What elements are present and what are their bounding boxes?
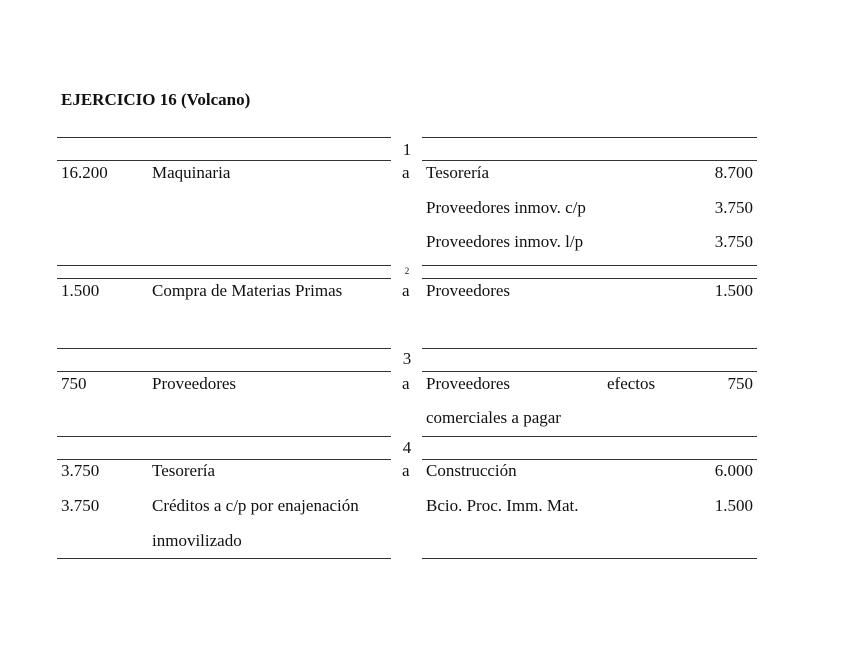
credit-amount: 8.700 <box>714 163 753 182</box>
separator-line <box>57 371 391 372</box>
separator-line <box>57 137 391 138</box>
credit-amount: 1.500 <box>714 496 753 515</box>
separator-line <box>422 459 757 460</box>
credit-amount: 750 <box>727 374 753 393</box>
credit-amount: 6.000 <box>714 461 753 480</box>
credit-account: Proveedores <box>426 281 511 300</box>
separator-line <box>57 348 391 349</box>
entry-number: 3 <box>402 349 412 368</box>
separator-line <box>422 436 757 437</box>
separator-line <box>422 348 757 349</box>
credit-account-part: efectos <box>607 374 656 393</box>
separator-line <box>57 265 391 266</box>
separator-line <box>57 558 391 559</box>
separator-line <box>57 436 391 437</box>
connector-a: a <box>402 163 410 182</box>
credit-account: Bcio. Proc. Imm. Mat. <box>426 496 579 515</box>
credit-amount: 3.750 <box>714 232 753 251</box>
separator-line <box>422 137 757 138</box>
debit-account: Compra de Materias Primas <box>152 281 343 300</box>
credit-account: Proveedores inmov. c/p <box>426 198 586 217</box>
credit-amount: 3.750 <box>714 198 753 217</box>
connector-a: a <box>402 281 410 300</box>
separator-line <box>57 278 391 279</box>
debit-amount: 16.200 <box>61 163 108 182</box>
debit-account-continuation: inmovilizado <box>152 531 242 550</box>
debit-amount: 3.750 <box>61 461 100 480</box>
document-title: EJERCICIO 16 (Volcano) <box>61 90 251 109</box>
credit-account: Proveedores inmov. l/p <box>426 232 584 251</box>
credit-account-part: Proveedores <box>426 374 511 393</box>
connector-a: a <box>402 374 410 393</box>
debit-amount: 1.500 <box>61 281 100 300</box>
debit-amount: 750 <box>61 374 87 393</box>
debit-account: Maquinaria <box>152 163 231 182</box>
credit-amount: 1.500 <box>714 281 753 300</box>
entry-number: 4 <box>402 438 412 457</box>
credit-account: Construcción <box>426 461 517 480</box>
separator-line <box>422 371 757 372</box>
separator-line <box>422 278 757 279</box>
credit-account: Tesorería <box>426 163 489 182</box>
entry-number: 2 <box>404 266 410 276</box>
debit-account: Tesorería <box>152 461 215 480</box>
connector-a: a <box>402 461 410 480</box>
separator-line <box>57 459 391 460</box>
entry-number: 1 <box>402 140 412 159</box>
credit-account-part: comerciales a pagar <box>426 408 561 427</box>
debit-account: Proveedores <box>152 374 237 393</box>
separator-line <box>422 160 757 161</box>
separator-line <box>422 558 757 559</box>
debit-account: Créditos a c/p por enajenación <box>152 496 359 515</box>
separator-line <box>57 160 391 161</box>
debit-amount: 3.750 <box>61 496 100 515</box>
separator-line <box>422 265 757 266</box>
